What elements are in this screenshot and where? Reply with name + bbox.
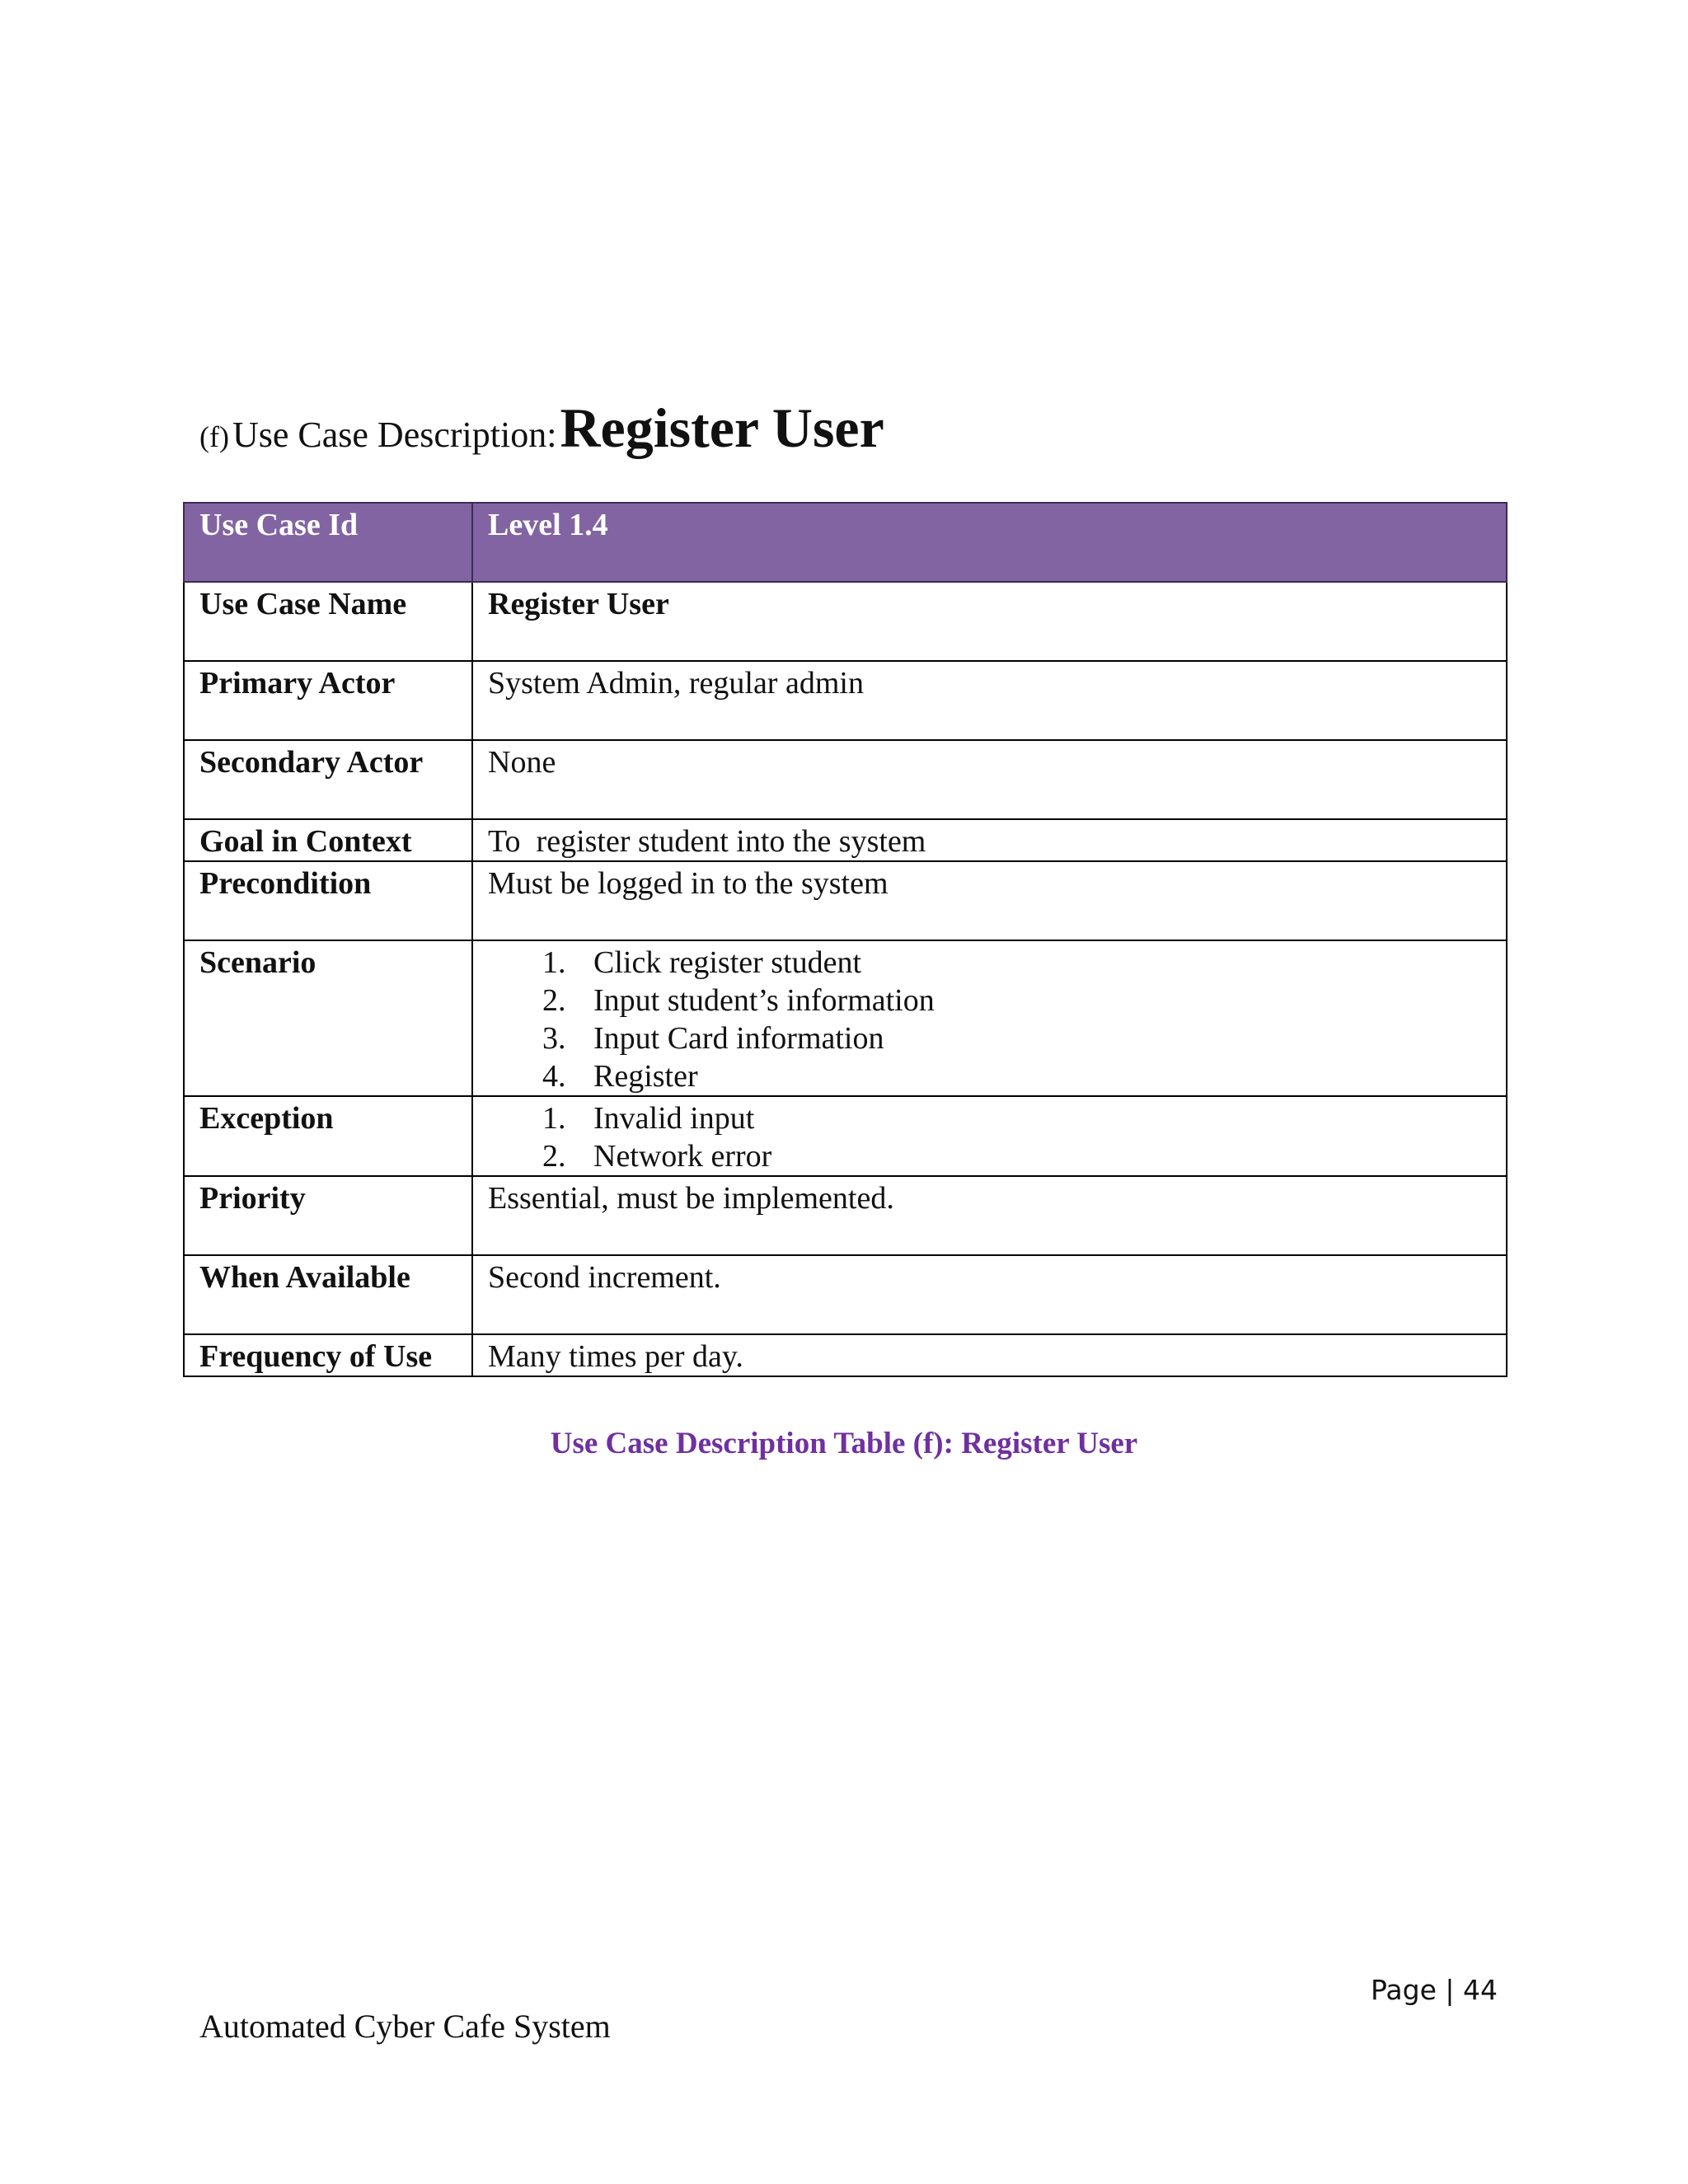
section-prefix: (f)	[199, 420, 229, 453]
row-value: System Admin, regular admin	[472, 661, 1507, 740]
list-item: Network error	[593, 1139, 772, 1174]
table-row	[184, 861, 1507, 940]
row-value: Essential, must be implemented.	[472, 1176, 1507, 1255]
row-value: To register student into the system	[472, 819, 1507, 861]
page-number: Page | 44	[1371, 1974, 1498, 2006]
row-value: Must be logged in to the system	[472, 861, 1507, 940]
row-label: Exception	[184, 1096, 472, 1176]
row-label: Precondition	[184, 861, 472, 940]
section-label: Use Case Description:	[232, 415, 557, 455]
row-label: Secondary Actor	[184, 740, 472, 819]
footer-document-title: Automated Cyber Cafe System	[199, 2008, 611, 2045]
table-row	[184, 1176, 1507, 1255]
row-label: Frequency of Use	[184, 1334, 472, 1376]
list-item: Input student’s information	[593, 983, 935, 1018]
row-value	[472, 1096, 1507, 1176]
section-heading	[199, 396, 884, 461]
scenario-steps	[488, 944, 1493, 1095]
row-value: Register User	[472, 582, 1507, 661]
section-title: Register User	[560, 396, 884, 459]
row-label: Priority	[184, 1176, 472, 1255]
list-item: Invalid input	[593, 1101, 755, 1136]
table-row	[184, 1255, 1507, 1334]
row-label: Scenario	[184, 940, 472, 1096]
table-row	[184, 740, 1507, 819]
row-value	[472, 940, 1507, 1096]
table-row	[184, 1096, 1507, 1176]
row-label: Primary Actor	[184, 661, 472, 740]
table-row	[184, 819, 1507, 861]
table-row	[184, 1334, 1507, 1376]
row-value: None	[472, 740, 1507, 819]
use-case-table	[183, 502, 1507, 1377]
row-label: Goal in Context	[184, 819, 472, 861]
table-row	[184, 940, 1507, 1096]
list-item: Click register student	[593, 945, 862, 980]
row-value: Second increment.	[472, 1255, 1507, 1334]
list-item: Input Card information	[593, 1021, 884, 1056]
row-label: Use Case Name	[184, 582, 472, 661]
header-value-cell: Level 1.4	[472, 503, 1507, 582]
table-row	[184, 582, 1507, 661]
list-item: Register	[593, 1059, 698, 1094]
table-caption: Use Case Description Table (f): Register User	[550, 1427, 1138, 1460]
header-label-cell: Use Case Id	[184, 503, 472, 582]
table-header-row	[184, 503, 1507, 582]
table-row	[184, 661, 1507, 740]
row-value: Many times per day.	[472, 1334, 1507, 1376]
row-label: When Available	[184, 1255, 472, 1334]
exception-steps	[488, 1099, 1493, 1175]
